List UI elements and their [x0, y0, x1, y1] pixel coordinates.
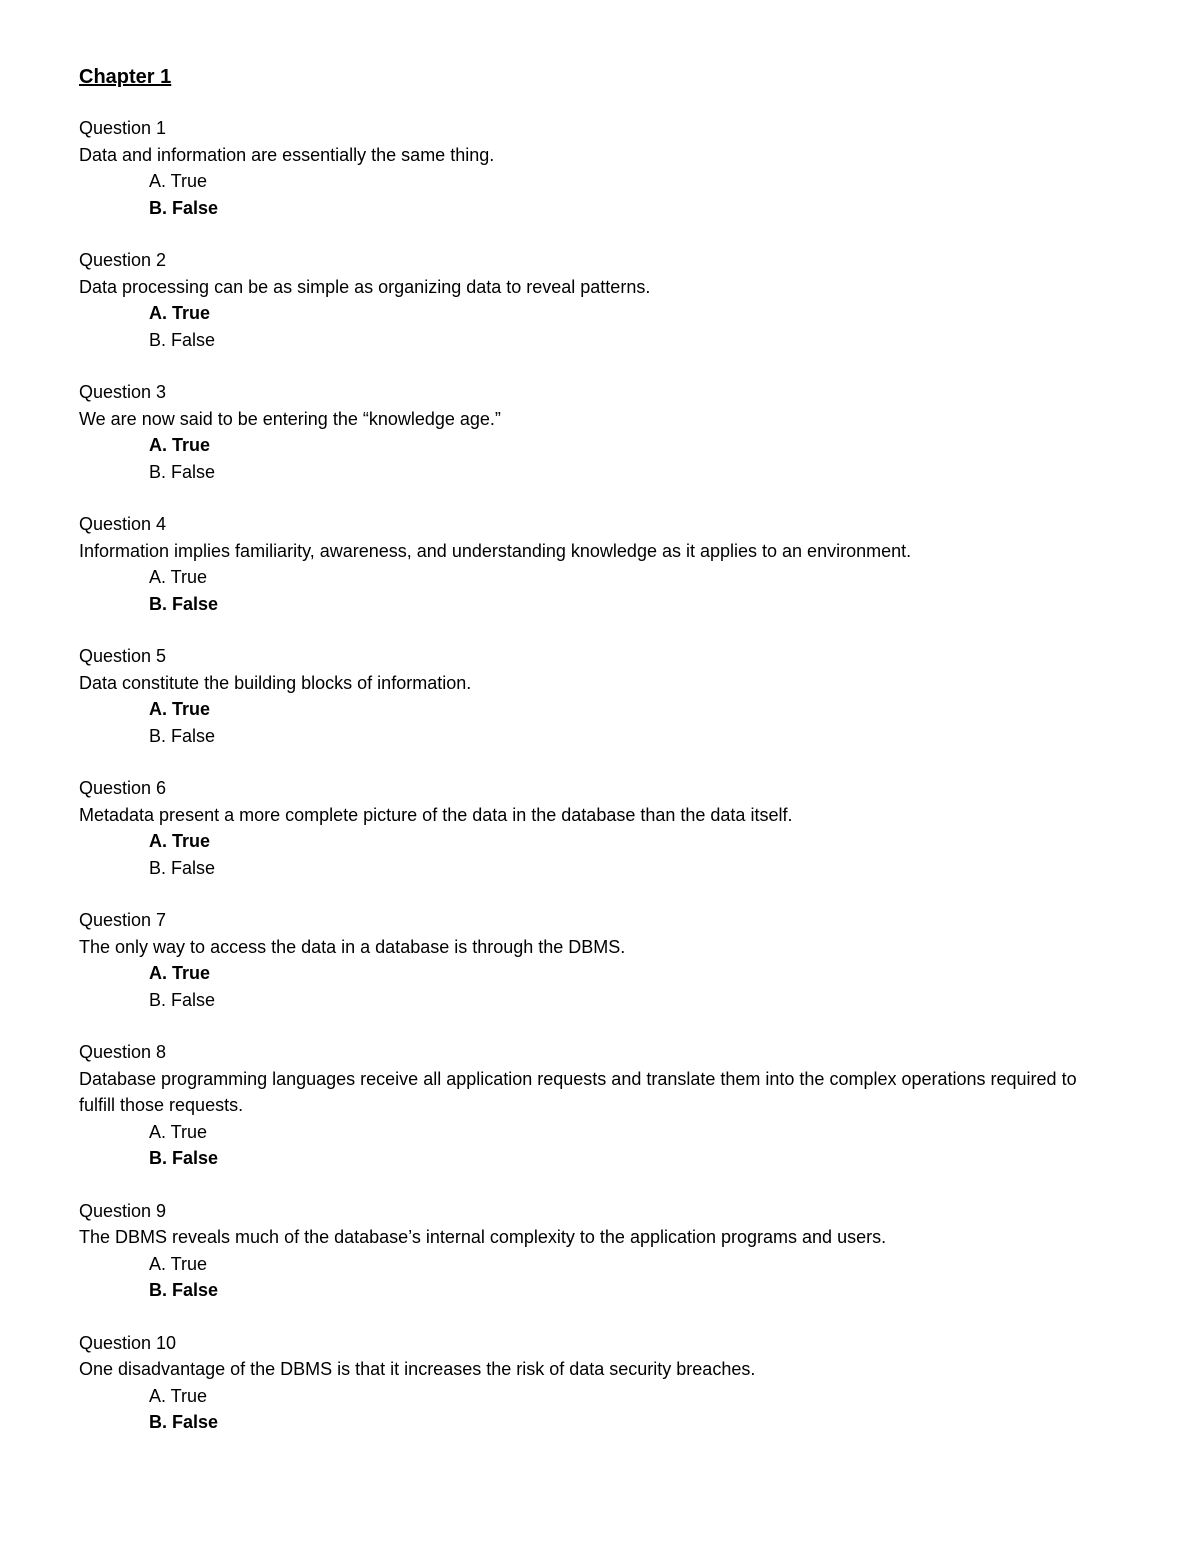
question-text: Database programming languages receive all application requests and translate them into the complex operations required to fulfill those requests.	[79, 1068, 1077, 1115]
question-heading: Question 7	[79, 910, 167, 930]
answer-option-a: A. True	[149, 1253, 208, 1274]
answer-option-a: A. True	[149, 567, 208, 587]
question-10	[79, 1330, 1119, 1436]
answer-option-b: B. False	[149, 989, 216, 1010]
question-heading: Question 8	[79, 1042, 167, 1062]
question-2	[79, 247, 1119, 353]
answer-option-b: B. False	[149, 461, 216, 482]
answer-option-b: B. False	[149, 1148, 219, 1168]
answer-option-a: A. True	[149, 1385, 208, 1406]
question-3	[79, 379, 1119, 485]
answer-option-a: A. True	[149, 963, 211, 983]
question-heading: Question 2	[79, 250, 167, 270]
answer-option-b: B. False	[149, 329, 216, 350]
question-text: Information implies familiarity, awareness, and understanding knowledge as it applies to an environment.	[79, 540, 912, 561]
answer-option-b: B. False	[149, 1412, 219, 1432]
question-heading: Question 5	[79, 646, 167, 666]
question-1	[79, 115, 1119, 221]
answer-option-a: A. True	[149, 303, 211, 323]
answer-option-b: B. False	[149, 1280, 219, 1300]
answer-option-a: A. True	[149, 1121, 208, 1142]
question-heading: Question 4	[79, 514, 167, 534]
chapter-title: Chapter 1	[79, 66, 172, 88]
answer-option-a: A. True	[149, 699, 211, 719]
question-text: The DBMS reveals much of the database’s internal complexity to the application programs and users.	[79, 1227, 887, 1247]
question-text: We are now said to be entering the “knowledge age.”	[79, 408, 501, 429]
question-text: Data and information are essentially the same thing.	[79, 144, 495, 165]
question-text: Metadata present a more complete picture of the data in the database than the data itself.	[79, 804, 793, 825]
question-heading: Question 10	[79, 1332, 177, 1353]
question-heading: Question 9	[79, 1200, 167, 1221]
answer-option-a: A. True	[149, 171, 208, 191]
document-page	[79, 62, 1119, 1462]
answer-option-b: B. False	[149, 725, 216, 746]
answer-option-b: B. False	[149, 593, 219, 614]
answer-option-a: A. True	[149, 435, 211, 455]
question-4	[79, 511, 1119, 617]
question-text: Data processing can be as simple as organizing data to reveal patterns.	[79, 276, 651, 297]
question-5	[79, 643, 1119, 749]
question-heading: Question 1	[79, 118, 167, 138]
question-heading: Question 3	[79, 382, 167, 402]
question-text: The only way to access the data in a database is through the DBMS.	[79, 936, 626, 957]
question-9	[79, 1198, 1119, 1304]
answer-option-b: B. False	[149, 857, 216, 878]
question-text: One disadvantage of the DBMS is that it increases the risk of data security breaches.	[79, 1359, 756, 1379]
answer-option-a: A. True	[149, 831, 211, 851]
question-text: Data constitute the building blocks of information.	[79, 672, 472, 693]
question-8	[79, 1039, 1119, 1172]
question-heading: Question 6	[79, 778, 167, 798]
answer-option-b: B. False	[149, 197, 219, 218]
question-7	[79, 907, 1119, 1013]
question-6	[79, 775, 1119, 881]
